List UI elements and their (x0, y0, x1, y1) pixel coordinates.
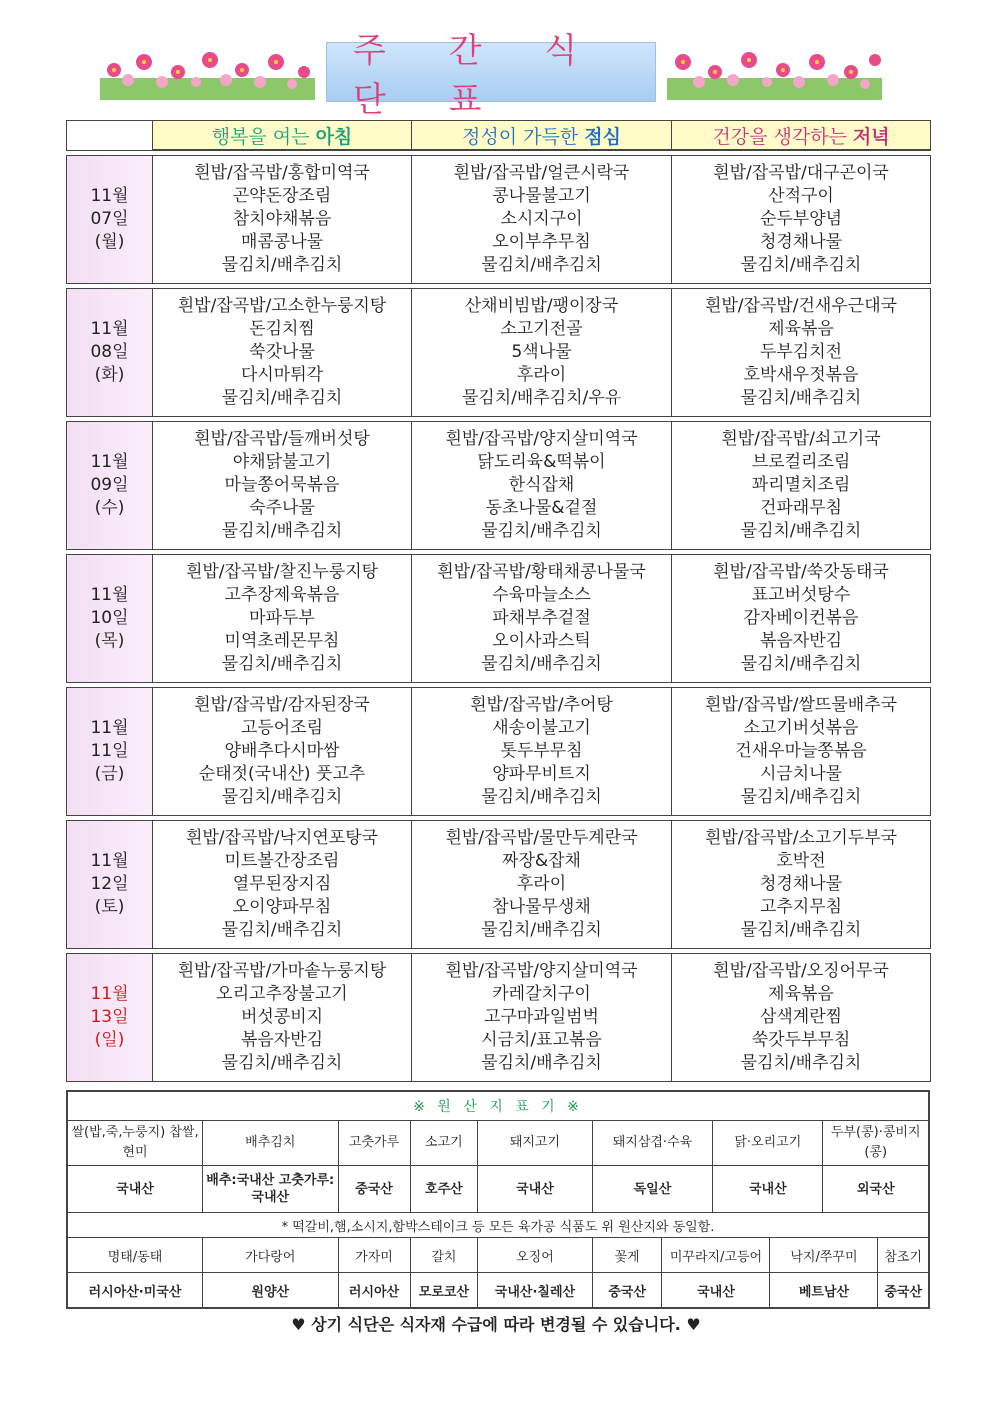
origin-item: 가자미 (338, 1238, 410, 1273)
origin-value: 국내산·칠레산 (478, 1273, 592, 1309)
menu-item: 물김치/배추김치 (481, 1053, 602, 1073)
date-month: 11월 (90, 851, 129, 871)
menu-item: 참나물무생채 (492, 897, 591, 917)
origin-item: 고춧가루 (338, 1121, 410, 1166)
menu-item: 미역초레몬무침 (224, 631, 340, 651)
date-day: 10일 (90, 608, 129, 628)
day-row (67, 289, 931, 417)
menu-item: 감자베이컨볶음 (743, 608, 859, 628)
menu-item: 물김치/배추김치 (221, 787, 343, 807)
dinner-cell (672, 555, 931, 683)
menu-item: 마늘쫑어묵볶음 (224, 475, 340, 495)
menu-item: 흰밥/잡곡밥/들깨버섯탕 (194, 429, 370, 449)
menu-item: 물김치/배추김치/우유 (461, 388, 622, 408)
origin-value: 모로코산 (410, 1273, 478, 1309)
breakfast-cell (153, 156, 412, 284)
menu-item: 제육볶음 (768, 319, 834, 339)
date-weekday: (일) (94, 1030, 125, 1050)
menu-item: 후라이 (516, 365, 567, 385)
menu-item: 흰밥/잡곡밥/찰진누룽지탕 (185, 562, 379, 582)
meal-header-row (67, 121, 931, 151)
menu-item: 순태젓(국내산) 풋고추 (198, 764, 366, 784)
menu-item: 흰밥/잡곡밥/대구곤이국 (713, 163, 889, 183)
menu-item: 물김치/배추김치 (740, 654, 862, 674)
menu-item: 물김치/배추김치 (221, 654, 343, 674)
menu-item: 흰밥/잡곡밥/양지살미역국 (445, 429, 638, 449)
menu-item: 다시마튀각 (240, 365, 324, 385)
menu-item: 볶음자반김 (240, 1030, 324, 1050)
menu-item: 표고버섯탕수 (751, 585, 851, 605)
breakfast-cell (153, 821, 412, 949)
origin-note: * 떡갈비,햄,소시지,함박스테이크 등 모든 육가공 식품도 위 원산지와 동일함. (67, 1213, 929, 1238)
menu-item: 물김치/배추김치 (481, 787, 602, 807)
date-day: 07일 (90, 209, 129, 229)
menu-item: 흰밥/잡곡밥/쑥갓동태국 (713, 562, 889, 582)
menu-item: 흰밥/잡곡밥/양지살미역국 (445, 961, 638, 981)
menu-item: 카레갈치구이 (492, 984, 591, 1004)
menu-item: 물김치/배추김치 (481, 654, 602, 674)
origin-value: 중국산 (878, 1273, 929, 1309)
menu-item: 쑥갓나물 (249, 342, 315, 362)
footer-notice: ♥ 상기 식단은 식자재 수급에 따라 변경될 수 있습니다. ♥ (291, 1315, 701, 1334)
lunch-cell (412, 555, 672, 683)
menu-item: 산적구이 (768, 186, 834, 206)
lunch-cell (412, 954, 672, 1082)
origin-table (66, 1090, 930, 1309)
lunch-cell (412, 821, 672, 949)
menu-item: 수육마늘소스 (492, 585, 591, 605)
day-row (67, 156, 931, 284)
breakfast-cell (153, 422, 412, 550)
menu-item: 흰밥/잡곡밥/낙지연포탕국 (185, 828, 379, 848)
date-day: 08일 (90, 342, 129, 362)
menu-item: 짜장&잡채 (502, 851, 581, 871)
origin-value: 호주산 (410, 1166, 478, 1213)
day-row (67, 688, 931, 816)
menu-item: 오리고추장불고기 (216, 984, 348, 1004)
menu-item: 흰밥/잡곡밥/황태채콩나물국 (437, 562, 646, 582)
menu-item: 호박새우젓볶음 (743, 365, 859, 385)
menu-item: 흰밥/잡곡밥/추어탕 (470, 695, 613, 715)
origin-value: 중국산 (592, 1273, 662, 1309)
menu-item: 매콤콩나물 (240, 232, 324, 252)
menu-item: 물김치/배추김치 (740, 920, 862, 940)
menu-item: 버섯콩비지 (240, 1007, 324, 1027)
page-title: 주 간 식 단 표 (353, 31, 604, 120)
breakfast-cell (153, 688, 412, 816)
menu-item: 호박전 (776, 851, 826, 871)
menu-item: 동초나물&겉절 (485, 498, 598, 518)
date-month: 11월 (90, 186, 129, 206)
header-breakfast: 행복을 여는 아침 (153, 121, 412, 151)
header-blank-cell (67, 121, 153, 151)
origin-item: 미꾸라지/고등어 (662, 1238, 770, 1273)
flower-decoration-right-icon (667, 48, 882, 100)
date-weekday: (수) (94, 498, 125, 518)
header-dinner: 건강을 생각하는 저녁 (672, 121, 931, 151)
date-cell (67, 688, 153, 816)
header-lunch: 정성이 가득한 점심 (412, 121, 672, 151)
menu-item: 흰밥/잡곡밥/쌀뜨물배추국 (704, 695, 898, 715)
menu-item: 흰밥/잡곡밥/얼큰시락국 (453, 163, 630, 183)
date-cell (67, 156, 153, 284)
origin-item: 낙지/쭈꾸미 (770, 1238, 878, 1273)
lunch-cell (412, 422, 672, 550)
menu-item: 소고기전골 (500, 319, 583, 339)
menu-item: 브로컬리조림 (751, 452, 851, 472)
origin-items-row-1 (67, 1121, 929, 1166)
menu-item: 물김치/배추김치 (740, 388, 862, 408)
origin-value: 국내산 (713, 1166, 823, 1213)
origin-item: 두부(콩)·콩비지(콩) (823, 1121, 929, 1166)
menu-item: 물김치/배추김치 (740, 1053, 862, 1073)
menu-item: 건새우마늘쫑볶음 (735, 741, 867, 761)
menu-item: 숙주나물 (249, 498, 315, 518)
date-month: 11월 (90, 585, 129, 605)
date-cell (67, 289, 153, 417)
menu-item: 흰밥/잡곡밥/홍합미역국 (194, 163, 370, 183)
menu-item: 소고기버섯볶음 (743, 718, 859, 738)
menu-item: 두부김치전 (759, 342, 843, 362)
origin-value: 국내산 (478, 1166, 592, 1213)
menu-item: 꽈리멸치조림 (751, 475, 851, 495)
origin-item: 오징어 (478, 1238, 592, 1273)
menu-item: 흰밥/잡곡밥/쇠고기국 (721, 429, 881, 449)
origin-value: 외국산 (823, 1166, 929, 1213)
menu-item: 양파무비트지 (492, 764, 591, 784)
origin-value: 중국산 (338, 1166, 410, 1213)
lunch-cell (412, 289, 672, 417)
menu-item: 흰밥/잡곡밥/오징어무국 (713, 961, 889, 981)
menu-item: 물김치/배추김치 (481, 920, 602, 940)
date-weekday: (목) (94, 631, 125, 651)
origin-item: 갈치 (410, 1238, 478, 1273)
menu-item: 청경채나물 (759, 874, 843, 894)
origin-item: 참조기 (878, 1238, 929, 1273)
menu-item: 건파래무침 (759, 498, 843, 518)
menu-item: 흰밥/잡곡밥/물만두계란국 (445, 828, 638, 848)
origin-value: 러시아산·미국산 (67, 1273, 203, 1309)
origin-item: 소고기 (410, 1121, 478, 1166)
origin-value: 베트남산 (770, 1273, 878, 1309)
menu-item: 마파두부 (249, 608, 315, 628)
menu-item: 고추지무침 (759, 897, 843, 917)
menu-item: 고추장제육볶음 (224, 585, 340, 605)
origin-items-row-2 (67, 1238, 929, 1273)
dinner-cell (672, 821, 931, 949)
breakfast-cell (153, 289, 412, 417)
origin-item: 돼지삼겹·수육 (592, 1121, 713, 1166)
menu-item: 후라이 (516, 874, 567, 894)
dinner-cell (672, 156, 931, 284)
breakfast-cell (153, 555, 412, 683)
origin-value: 국내산 (662, 1273, 770, 1309)
menu-item: 쑥갓두부무침 (751, 1030, 851, 1050)
menu-item: 새송이불고기 (492, 718, 591, 738)
menu-item: 오이양파무침 (232, 897, 332, 917)
date-day: 12일 (90, 874, 129, 894)
menu-item: 흰밥/잡곡밥/소고기두부국 (704, 828, 898, 848)
menu-item: 돈김치찜 (249, 319, 315, 339)
date-weekday: (토) (94, 897, 125, 917)
menu-item: 시금치나물 (759, 764, 843, 784)
date-weekday: (금) (94, 764, 125, 784)
day-row (67, 821, 931, 949)
breakfast-cell (153, 954, 412, 1082)
menu-item: 콩나물불고기 (492, 186, 591, 206)
menu-item: 고구마과일범벅 (484, 1007, 599, 1027)
menu-item: 물김치/배추김치 (740, 521, 862, 541)
origin-value: 독일산 (592, 1166, 713, 1213)
date-month: 11월 (90, 718, 129, 738)
date-day: 11일 (90, 741, 129, 761)
menu-item: 순두부양념 (759, 209, 843, 229)
origin-value: 원양산 (203, 1273, 339, 1309)
date-month: 11월 (90, 319, 129, 339)
date-cell (67, 954, 153, 1082)
menu-item: 볶음자반김 (759, 631, 843, 651)
origin-values-row-2 (67, 1273, 929, 1309)
flower-decoration-left-icon (100, 48, 315, 100)
menu-item: 시금치/표고볶음 (481, 1030, 602, 1050)
menu-item: 양배추다시마쌈 (224, 741, 340, 761)
page-header (0, 31, 992, 120)
dinner-cell (672, 289, 931, 417)
dinner-cell (672, 422, 931, 550)
menu-item: 고등어조림 (240, 718, 324, 738)
date-month: 11월 (90, 984, 129, 1004)
menu-item: 곤약돈장조림 (232, 186, 332, 206)
menu-item: 물김치/배추김치 (221, 920, 343, 940)
menu-item: 물김치/배추김치 (221, 255, 343, 275)
menu-item: 흰밥/잡곡밥/건새우근대국 (704, 296, 898, 316)
menu-item: 소시지구이 (500, 209, 583, 229)
weekly-menu-table (66, 120, 931, 1082)
menu-item: 제육볶음 (768, 984, 834, 1004)
lunch-cell (412, 688, 672, 816)
date-cell (67, 821, 153, 949)
menu-item: 흰밥/잡곡밥/가마솥누룽지탕 (177, 961, 387, 981)
origin-item: 꽃게 (592, 1238, 662, 1273)
dinner-cell (672, 688, 931, 816)
dinner-cell (672, 954, 931, 1082)
day-row (67, 555, 931, 683)
origin-title: ※ 원 산 지 표 기 ※ (67, 1091, 929, 1121)
date-cell (67, 555, 153, 683)
menu-item: 물김치/배추김치 (221, 521, 343, 541)
menu-item: 열무된장지짐 (232, 874, 332, 894)
date-day: 13일 (90, 1007, 129, 1027)
menu-item: 닭도리육&떡볶이 (477, 452, 606, 472)
date-weekday: (월) (94, 232, 125, 252)
menu-item: 청경채나물 (759, 232, 843, 252)
menu-item: 물김치/배추김치 (481, 255, 602, 275)
menu-item: 물김치/배추김치 (221, 388, 343, 408)
day-row (67, 422, 931, 550)
day-row (67, 954, 931, 1082)
origin-item: 명태/동태 (67, 1238, 203, 1273)
title-banner (326, 31, 656, 120)
menu-item: 흰밥/잡곡밥/감자된장국 (194, 695, 370, 715)
menu-item: 미트볼간장조림 (224, 851, 340, 871)
menu-item: 물김치/배추김치 (221, 1053, 343, 1073)
date-day: 09일 (90, 475, 129, 495)
origin-item: 쌀(밥,죽,누룽지) 찹쌀,현미 (67, 1121, 203, 1166)
menu-item: 오이사과스틱 (492, 631, 591, 651)
origin-values-row-1 (67, 1166, 929, 1213)
menu-item: 물김치/배추김치 (740, 255, 862, 275)
lunch-cell (412, 156, 672, 284)
menu-item: 파채부추겉절 (492, 608, 591, 628)
origin-item: 닭·오리고기 (713, 1121, 823, 1166)
menu-item: 산채비빔밥/팽이장국 (464, 296, 619, 316)
origin-value: 배추:국내산 고춧가루:국내산 (203, 1166, 339, 1213)
origin-item: 배추김치 (203, 1121, 339, 1166)
menu-item: 5색나물 (511, 342, 572, 362)
origin-item: 돼지고기 (478, 1121, 592, 1166)
menu-item: 삼색계란찜 (759, 1007, 843, 1027)
origin-value: 국내산 (67, 1166, 203, 1213)
origin-item: 가다랑어 (203, 1238, 339, 1273)
menu-item: 물김치/배추김치 (740, 787, 862, 807)
date-month: 11월 (90, 452, 129, 472)
date-cell (67, 422, 153, 550)
menu-item: 오이부추무침 (492, 232, 591, 252)
menu-item: 물김치/배추김치 (481, 521, 602, 541)
menu-item: 흰밥/잡곡밥/고소한누룽지탕 (177, 296, 387, 316)
date-weekday: (화) (94, 365, 125, 385)
menu-item: 야채닭불고기 (232, 452, 332, 472)
menu-item: 톳두부무침 (500, 741, 583, 761)
menu-item: 참치야채볶음 (232, 209, 332, 229)
menu-item: 한식잡채 (508, 475, 575, 495)
origin-value: 러시아산 (338, 1273, 410, 1309)
